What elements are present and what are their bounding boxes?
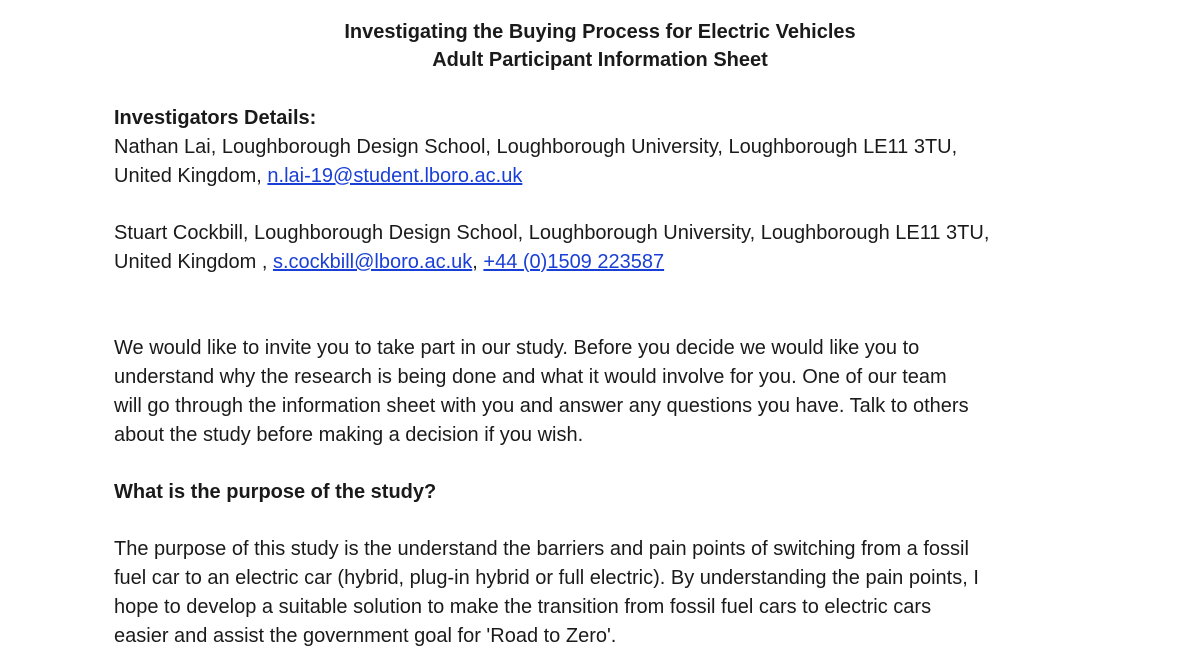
investigator-1-email-link[interactable]: n.lai-19@student.lboro.ac.uk [267,165,523,187]
purpose-paragraph [114,535,1114,651]
investigator-1 [114,133,1114,191]
investigator-1-country: United Kingdom, [114,165,268,187]
purpose-line: hope to develop a suitable solution to make the transition from fossil fuel cars to electric cars [114,596,932,618]
intro-line: will go through the information sheet with you and answer any questions you have. Talk to others [114,395,969,417]
document-subtitle: Adult Participant Information Sheet [432,49,768,71]
investigator-2 [114,219,1114,277]
intro-line: about the study before making a decision if you wish. [114,424,584,446]
intro-line: understand why the research is being done and what it would involve for you. One of our team [114,366,947,388]
purpose-line: easier and assist the government goal for 'Road to Zero'. [114,625,617,647]
investigator-2-email-link[interactable]: s.cockbill@lboro.ac.uk [272,251,473,273]
investigator-1-line1: Nathan Lai, Loughborough Design School, Loughborough University, Loughborough LE11 3TU, [114,136,958,158]
intro-paragraph [114,334,1114,450]
purpose-heading-block [114,478,1114,507]
purpose-line: fuel car to an electric car (hybrid, plug-in hybrid or full electric). By understanding the pain points, I [114,567,979,589]
investigator-2-line1: Stuart Cockbill, Loughborough Design School, Loughborough University, Loughborough LE11 3TU, [114,222,990,244]
intro-line: We would like to invite you to take part in our study. Before you decide we would like you to [114,337,920,359]
purpose-heading: What is the purpose of the study? [114,481,437,503]
document-title: Investigating the Buying Process for Electric Vehicles [344,21,856,43]
investigators-heading: Investigators Details: [114,107,317,129]
purpose-line: The purpose of this study is the understand the barriers and pain points of switching from a fossil [114,538,969,560]
contact-separator: , [472,251,484,273]
document-title-block [0,18,1200,74]
investigator-2-phone-link[interactable]: +44 (0)1509 223587 [483,251,665,273]
investigator-2-country: United Kingdom , [114,251,273,273]
investigators-section [114,104,1114,191]
